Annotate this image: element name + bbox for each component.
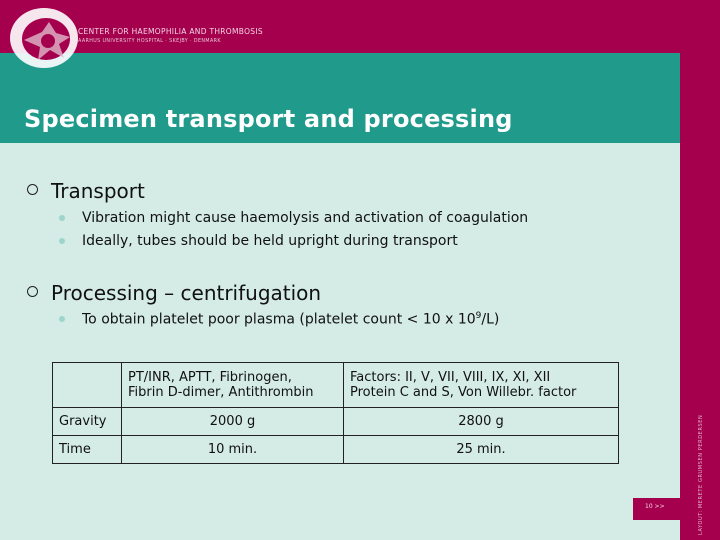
table-cell: 10 min. <box>122 436 344 464</box>
circle-bullet-icon <box>27 184 38 195</box>
table-row <box>53 408 619 436</box>
sub-bullet-text: Ideally, tubes should be held upright during transport <box>82 233 458 249</box>
slide-title: Specimen transport and processing <box>24 105 513 133</box>
table-cell: 25 min. <box>344 436 619 464</box>
center-logo-icon <box>4 2 94 72</box>
table-corner-cell <box>53 363 122 408</box>
table-col-header: PT/INR, APTT, Fibrinogen, Fibrin D-dimer, Antithrombin <box>122 363 344 408</box>
org-name-line2: AARHUS UNIVERSITY HOSPITAL · SKEJBY · DENMARK <box>78 39 221 44</box>
org-name-line1: CENTER FOR HAEMOPHILIA AND THROMBOSIS <box>78 27 263 36</box>
page-number: 10 >> <box>645 503 665 510</box>
table-cell: 2000 g <box>122 408 344 436</box>
section-heading: Processing – centrifugation <box>51 281 322 305</box>
table-col-header: Factors: II, V, VII, VIII, IX, XI, XII Protein C and S, Von Willebr. factor <box>344 363 619 408</box>
sub-bullet-text: To obtain platelet poor plasma (platelet count < 10 x $10^9/L$) <box>82 311 500 328</box>
dot-bullet-icon <box>59 215 65 221</box>
dot-bullet-icon <box>59 316 65 322</box>
sub-bullet-text: Vibration might cause haemolysis and activation of coagulation <box>82 210 529 226</box>
table-row <box>53 436 619 464</box>
table-header-row <box>53 363 619 408</box>
row-label: Gravity <box>53 408 122 436</box>
layout-credit: LAYOUT: MERETE GRUMSEN PERDERSEN <box>698 414 704 535</box>
centrifugation-table <box>52 362 619 464</box>
circle-bullet-icon <box>27 286 38 297</box>
table-cell: 2800 g <box>344 408 619 436</box>
row-label: Time <box>53 436 122 464</box>
dot-bullet-icon <box>59 238 65 244</box>
section-heading: Transport <box>51 179 145 203</box>
